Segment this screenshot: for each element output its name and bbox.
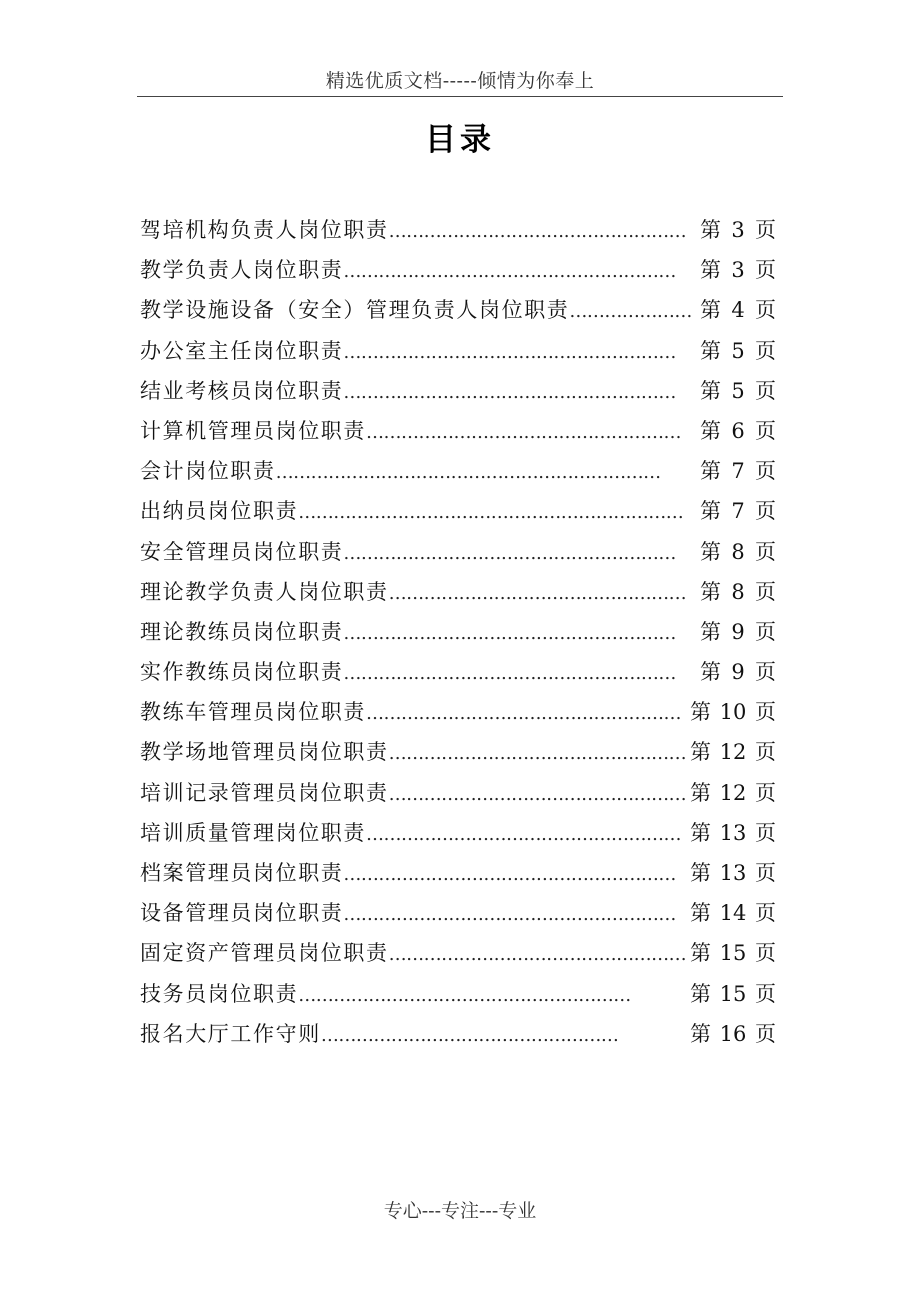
toc-page-prefix: 第 bbox=[690, 1021, 711, 1046]
toc-page-prefix: 第 bbox=[700, 298, 721, 323]
toc-entry bbox=[140, 652, 776, 692]
toc-page-suffix: 页 bbox=[755, 539, 776, 564]
toc-leader-dots: ………………………………………………… bbox=[343, 542, 676, 564]
toc-leader-dots: ………………………………………………… bbox=[343, 381, 676, 403]
toc-page-value: 8 bbox=[731, 579, 745, 604]
toc-page-prefix: 第 bbox=[690, 941, 711, 966]
toc-page-number bbox=[700, 290, 776, 330]
toc-entry-label bbox=[140, 1014, 618, 1056]
toc-page-value: 5 bbox=[731, 338, 745, 363]
toc-leader-dots: …………………………………………… bbox=[388, 783, 687, 805]
toc-page-suffix: 页 bbox=[755, 459, 776, 484]
toc-leader-dots: ………………………………………………… bbox=[343, 261, 676, 283]
toc-leader-dots: ………………………………………………… bbox=[343, 663, 676, 685]
toc-page-value: 14 bbox=[719, 901, 747, 926]
toc-page-number bbox=[690, 933, 776, 973]
toc-entry bbox=[140, 572, 776, 612]
toc-page-suffix: 页 bbox=[755, 579, 776, 604]
toc-page-prefix: 第 bbox=[700, 258, 721, 283]
toc-entry bbox=[140, 933, 776, 973]
toc-page-prefix: 第 bbox=[700, 660, 721, 685]
page-title: 目录 bbox=[425, 122, 495, 158]
toc-page-suffix: 页 bbox=[755, 941, 776, 966]
toc-entry-title: 办公室主任岗位职责 bbox=[140, 338, 344, 363]
table-of-contents bbox=[140, 210, 776, 1054]
toc-entry bbox=[140, 974, 776, 1014]
toc-page-suffix: 页 bbox=[755, 499, 776, 524]
toc-page-suffix: 页 bbox=[755, 378, 776, 403]
toc-entry-title: 教学场地管理员岗位职责 bbox=[140, 740, 389, 765]
toc-entry-title: 设备管理员岗位职责 bbox=[140, 901, 344, 926]
toc-page-suffix: 页 bbox=[755, 1021, 776, 1046]
toc-entry-label bbox=[140, 532, 676, 574]
toc-entry-title: 培训记录管理员岗位职责 bbox=[140, 780, 389, 805]
toc-page-prefix: 第 bbox=[700, 459, 721, 484]
toc-entry-title: 档案管理员岗位职责 bbox=[140, 861, 344, 885]
toc-entry bbox=[140, 773, 776, 813]
toc-entry-label bbox=[140, 853, 676, 895]
toc-entry-title: 技务员岗位职责 bbox=[140, 981, 299, 1006]
toc-page-suffix: 页 bbox=[755, 218, 776, 242]
toc-entry-title: 计算机管理员岗位职责 bbox=[140, 418, 366, 443]
toc-page-prefix: 第 bbox=[700, 378, 721, 403]
toc-entry-title: 结业考核员岗位职责 bbox=[140, 378, 344, 403]
toc-page-prefix: 第 bbox=[690, 861, 711, 885]
toc-page-number bbox=[700, 612, 776, 652]
toc-entry bbox=[140, 893, 776, 933]
toc-entry bbox=[140, 371, 776, 411]
toc-page-suffix: 页 bbox=[755, 901, 776, 926]
toc-entry-label bbox=[140, 974, 631, 1016]
toc-page-number bbox=[700, 210, 776, 250]
toc-leader-dots: …………………………………………… bbox=[388, 582, 687, 604]
toc-page-number bbox=[700, 331, 776, 371]
toc-leader-dots: ………………………………………………… bbox=[343, 622, 676, 644]
toc-page-value: 15 bbox=[719, 981, 747, 1006]
toc-entry-label bbox=[140, 411, 681, 453]
toc-page-prefix: 第 bbox=[690, 780, 711, 805]
toc-entry bbox=[140, 612, 776, 652]
toc-page-value: 8 bbox=[731, 539, 745, 564]
toc-page-number bbox=[700, 371, 776, 411]
toc-leader-dots: ………………………………………………………… bbox=[275, 462, 661, 484]
toc-page-value: 16 bbox=[719, 1021, 747, 1046]
toc-page-value: 7 bbox=[731, 459, 745, 484]
toc-page-number bbox=[700, 451, 776, 491]
toc-entry-title: 固定资产管理员岗位职责 bbox=[140, 941, 389, 966]
toc-entry-title: 报名大厅工作守则 bbox=[140, 1021, 321, 1046]
toc-page-value: 10 bbox=[719, 700, 747, 725]
toc-page-value: 15 bbox=[719, 941, 747, 966]
toc-page-prefix: 第 bbox=[700, 539, 721, 564]
header-rule bbox=[137, 96, 783, 97]
toc-leader-dots: …………………………………………… bbox=[320, 1024, 619, 1046]
toc-page-value: 7 bbox=[731, 499, 745, 524]
toc-entry bbox=[140, 411, 776, 451]
toc-page-number bbox=[700, 532, 776, 572]
toc-entry-title: 出纳员岗位职责 bbox=[140, 499, 299, 524]
toc-page-suffix: 页 bbox=[755, 981, 776, 1006]
toc-page-suffix: 页 bbox=[755, 619, 776, 644]
toc-leader-dots: ……………………………………………… bbox=[366, 703, 681, 725]
toc-page-suffix: 页 bbox=[755, 298, 776, 323]
toc-entry bbox=[140, 451, 776, 491]
toc-page-value: 3 bbox=[731, 218, 745, 242]
toc-page-number bbox=[690, 773, 776, 813]
toc-page-number bbox=[700, 572, 776, 612]
toc-page-value: 6 bbox=[731, 418, 745, 443]
toc-leader-dots: …………………………………………… bbox=[388, 743, 687, 765]
toc-leader-dots: ………………………………………………… bbox=[298, 984, 631, 1006]
toc-entry-title: 会计岗位职责 bbox=[140, 459, 276, 484]
toc-page-suffix: 页 bbox=[755, 740, 776, 765]
toc-entry bbox=[140, 732, 776, 772]
toc-page-value: 3 bbox=[731, 258, 745, 283]
toc-entry-label bbox=[140, 250, 676, 292]
toc-entry bbox=[140, 290, 776, 330]
toc-leader-dots: ……………………………………………… bbox=[366, 421, 681, 443]
toc-entry-label bbox=[140, 371, 676, 413]
toc-entry-label bbox=[140, 773, 686, 815]
toc-entry bbox=[140, 532, 776, 572]
toc-entry-label bbox=[140, 331, 676, 373]
toc-leader-dots: ………………………………………………… bbox=[343, 904, 676, 926]
toc-page-prefix: 第 bbox=[700, 418, 721, 443]
toc-page-number bbox=[700, 652, 776, 692]
toc-page-suffix: 页 bbox=[755, 820, 776, 845]
toc-entry-title: 教练车管理员岗位职责 bbox=[140, 700, 366, 725]
toc-leader-dots: ………………………………………………… bbox=[343, 864, 676, 885]
toc-entry bbox=[140, 210, 776, 250]
toc-entry-title: 实作教练员岗位职责 bbox=[140, 660, 344, 685]
page-footer: 专心---专注---专业 bbox=[383, 1200, 537, 1222]
toc-page-prefix: 第 bbox=[700, 338, 721, 363]
toc-entry-label bbox=[140, 813, 681, 855]
toc-entry bbox=[140, 250, 776, 290]
toc-entry-title: 安全管理员岗位职责 bbox=[140, 539, 344, 564]
toc-page-value: 9 bbox=[731, 619, 745, 644]
toc-page-prefix: 第 bbox=[690, 820, 711, 845]
toc-page-suffix: 页 bbox=[755, 861, 776, 885]
toc-page-number bbox=[690, 732, 776, 772]
toc-page-prefix: 第 bbox=[690, 901, 711, 926]
toc-page-value: 12 bbox=[719, 740, 747, 765]
toc-page-value: 4 bbox=[731, 298, 745, 323]
toc-entry-title: 理论教学负责人岗位职责 bbox=[140, 579, 389, 604]
toc-entry bbox=[140, 853, 776, 893]
toc-leader-dots: ………………… bbox=[569, 301, 692, 323]
toc-entry-label bbox=[140, 893, 676, 935]
toc-page-prefix: 第 bbox=[690, 740, 711, 765]
toc-page-suffix: 页 bbox=[755, 660, 776, 685]
toc-entry bbox=[140, 491, 776, 531]
toc-leader-dots: ………………………………………………………… bbox=[298, 502, 684, 524]
toc-leader-dots: ……………………………………………… bbox=[366, 823, 681, 845]
toc-page-number bbox=[700, 250, 776, 290]
toc-entry-label bbox=[140, 572, 686, 614]
toc-entry-label bbox=[140, 612, 676, 654]
toc-page-number bbox=[690, 1014, 776, 1054]
toc-entry bbox=[140, 1014, 776, 1054]
toc-entry-label bbox=[140, 692, 681, 734]
page-header: 精选优质文档-----倾情为你奉上 bbox=[325, 70, 595, 92]
toc-page-prefix: 第 bbox=[700, 218, 721, 242]
toc-page-suffix: 页 bbox=[755, 338, 776, 363]
toc-page-value: 5 bbox=[731, 378, 745, 403]
toc-page-number bbox=[690, 692, 776, 732]
toc-entry bbox=[140, 692, 776, 732]
toc-page-number bbox=[690, 893, 776, 933]
toc-entry-label bbox=[140, 210, 686, 252]
toc-page-suffix: 页 bbox=[755, 700, 776, 725]
toc-page-suffix: 页 bbox=[755, 780, 776, 805]
toc-entry-title: 教学负责人岗位职责 bbox=[140, 258, 344, 283]
toc-page-value: 12 bbox=[719, 780, 747, 805]
toc-page-suffix: 页 bbox=[755, 418, 776, 443]
toc-page-value: 9 bbox=[731, 660, 745, 685]
toc-entry-title: 培训质量管理岗位职责 bbox=[140, 820, 366, 845]
toc-entry-title: 驾培机构负责人岗位职责 bbox=[140, 218, 389, 242]
toc-page-number bbox=[690, 853, 776, 893]
toc-entry-label bbox=[140, 732, 686, 774]
toc-entry-label bbox=[140, 933, 686, 975]
toc-page-value: 13 bbox=[719, 861, 747, 885]
toc-page-prefix: 第 bbox=[690, 700, 711, 725]
toc-entry-label bbox=[140, 491, 683, 533]
toc-leader-dots: ………………………………………………… bbox=[343, 341, 676, 363]
toc-leader-dots: …………………………………………… bbox=[388, 944, 687, 966]
toc-page-prefix: 第 bbox=[700, 499, 721, 524]
toc-entry-label bbox=[140, 451, 661, 493]
toc-page-prefix: 第 bbox=[700, 619, 721, 644]
toc-page-suffix: 页 bbox=[755, 258, 776, 283]
toc-page-number bbox=[690, 974, 776, 1014]
toc-page-number bbox=[700, 411, 776, 451]
toc-page-prefix: 第 bbox=[690, 981, 711, 1006]
toc-page-number bbox=[700, 491, 776, 531]
toc-entry-label bbox=[140, 290, 692, 332]
toc-entry-title: 理论教练员岗位职责 bbox=[140, 619, 344, 644]
toc-page-prefix: 第 bbox=[700, 579, 721, 604]
toc-entry-title: 教学设施设备（安全）管理负责人岗位职责 bbox=[140, 298, 570, 323]
toc-leader-dots: …………………………………………… bbox=[388, 221, 687, 242]
toc-entry bbox=[140, 813, 776, 853]
toc-entry bbox=[140, 331, 776, 371]
toc-page-value: 13 bbox=[719, 820, 747, 845]
toc-entry-label bbox=[140, 652, 676, 694]
toc-page-number bbox=[690, 813, 776, 853]
